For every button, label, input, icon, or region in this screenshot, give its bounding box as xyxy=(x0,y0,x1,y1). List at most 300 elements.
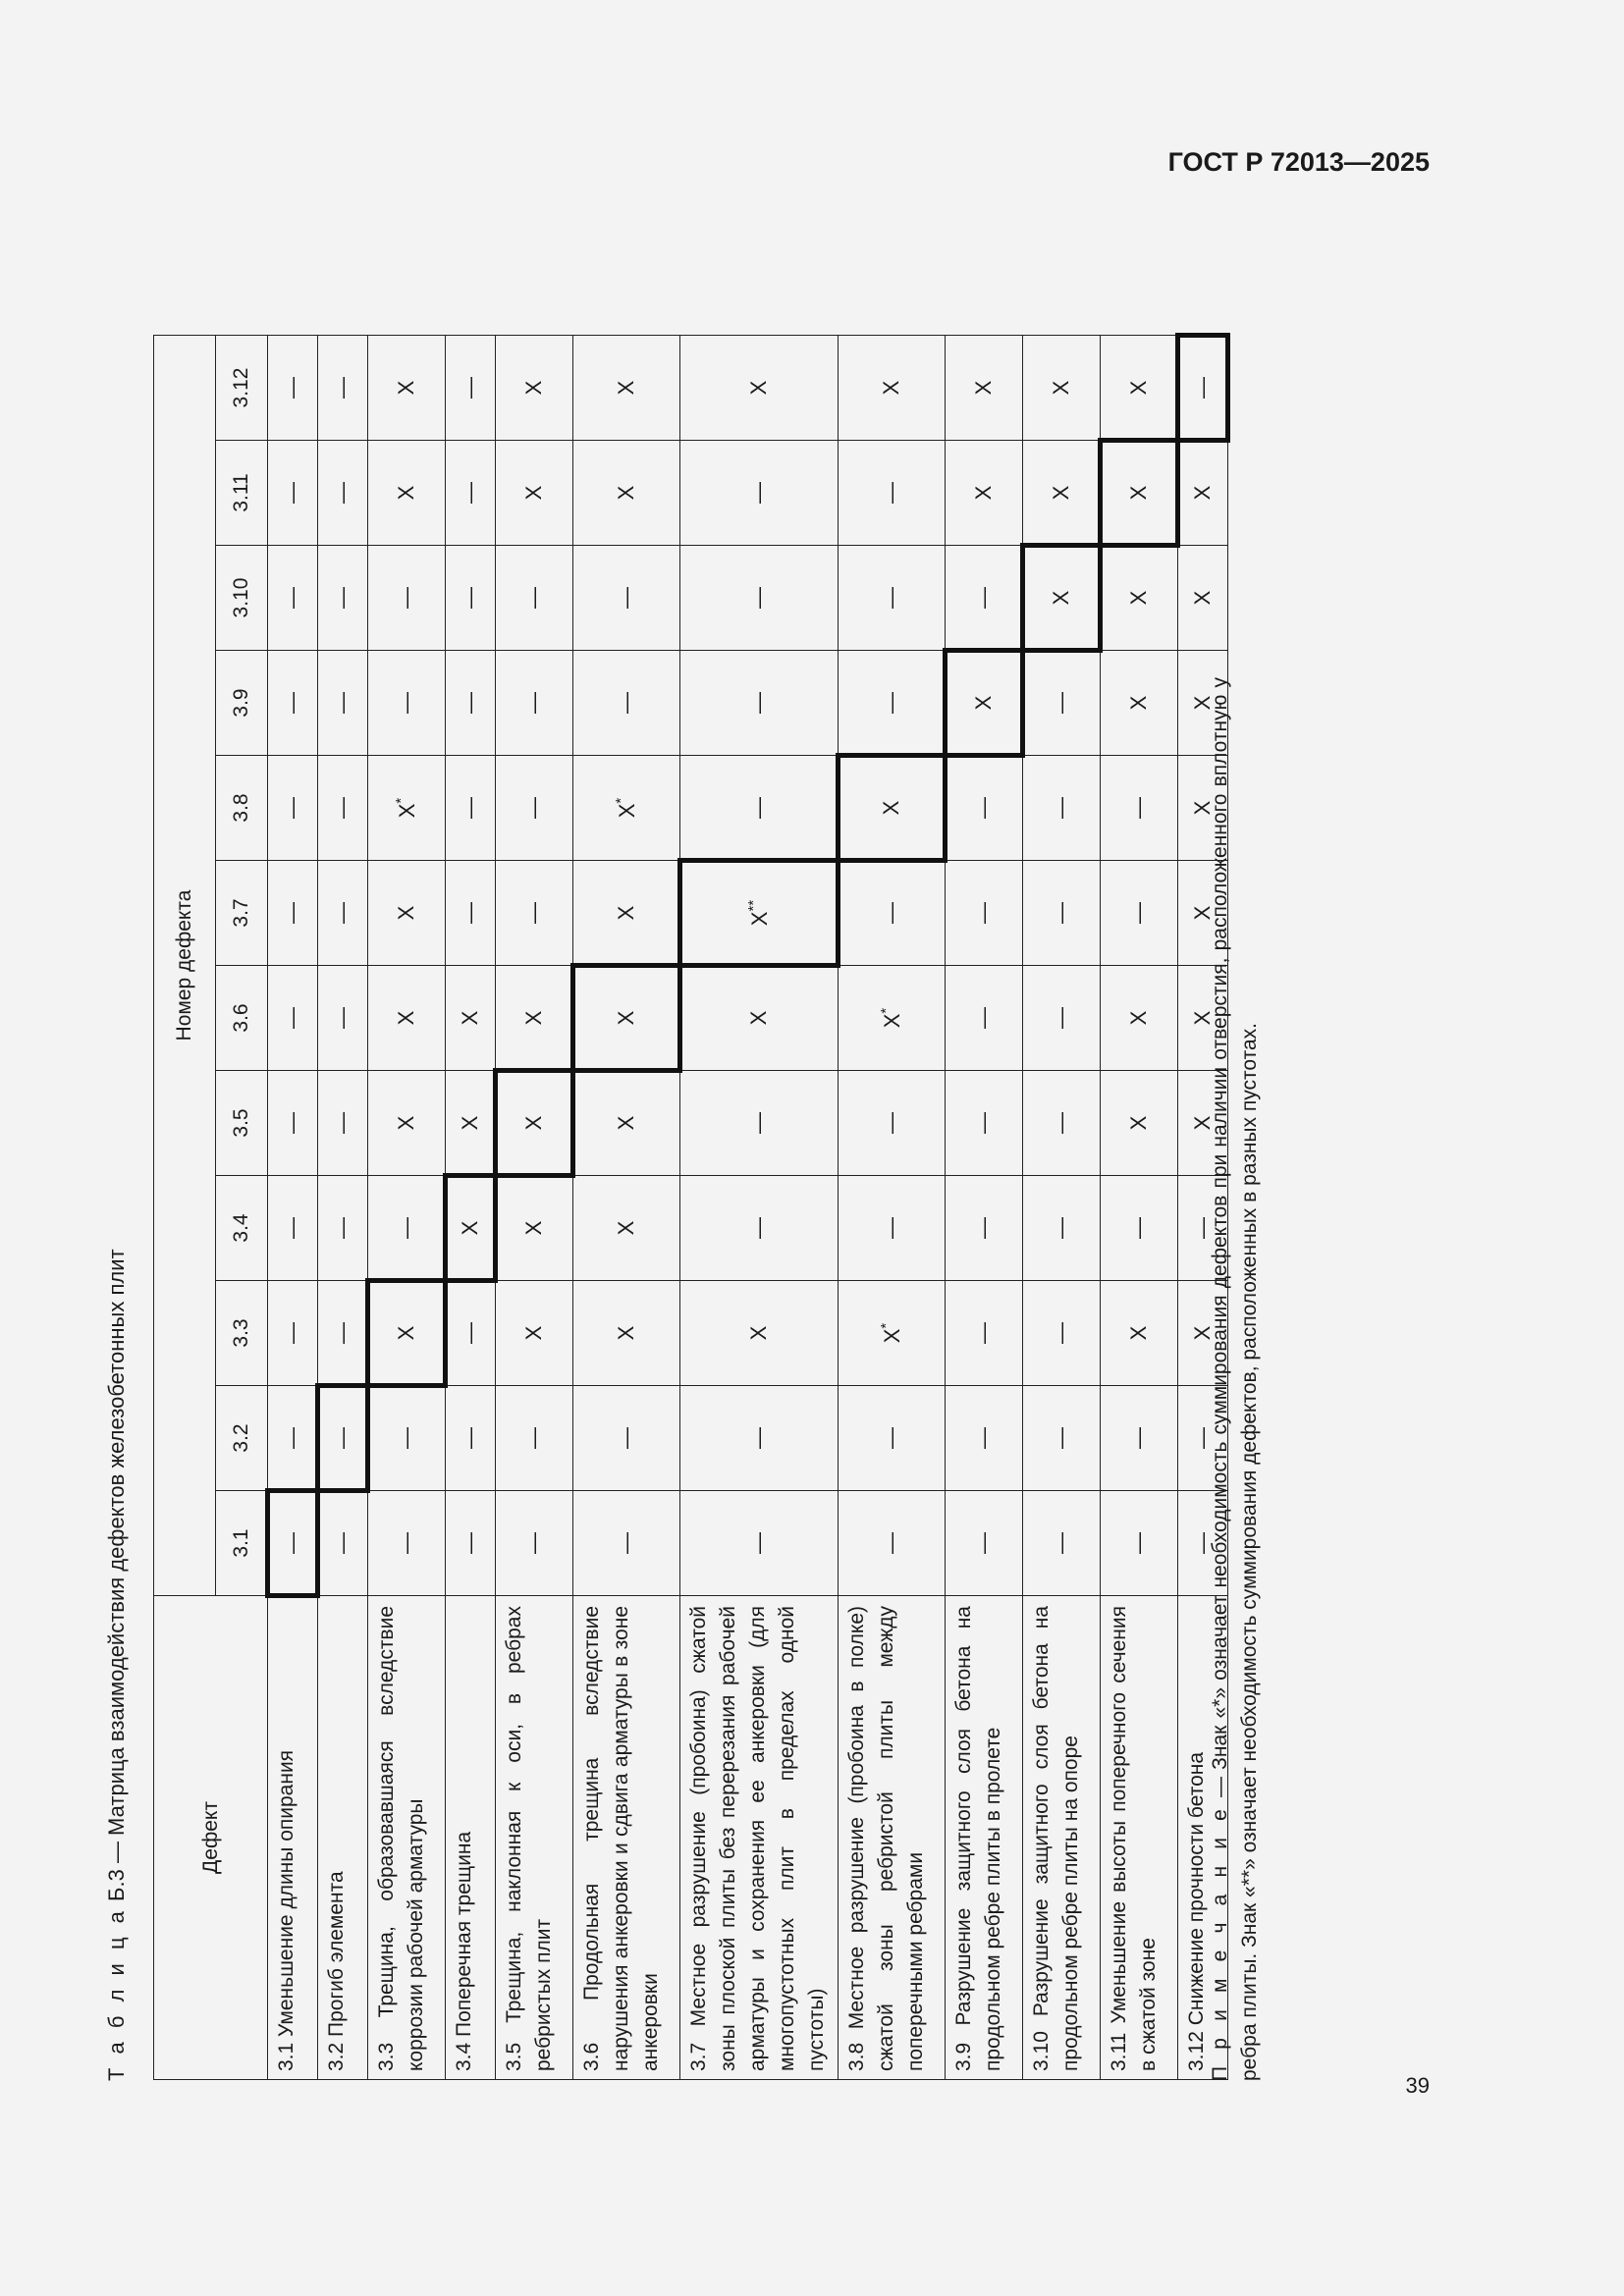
matrix-cell xyxy=(496,336,573,441)
matrix-cell xyxy=(496,651,573,756)
cell-value: Х xyxy=(879,380,903,396)
matrix-cell xyxy=(839,1386,946,1491)
matrix-cell xyxy=(839,1491,946,1596)
matrix-cell xyxy=(446,1281,496,1386)
cell-value: — xyxy=(1049,797,1073,819)
matrix-cell xyxy=(946,1176,1023,1281)
cell-value: Х xyxy=(521,1115,546,1131)
matrix-cell xyxy=(268,336,318,441)
cell-value: Х xyxy=(521,1220,546,1236)
cell-value: Х xyxy=(879,1013,904,1029)
cell-value: — xyxy=(971,1007,996,1029)
cell-value: — xyxy=(330,1112,354,1134)
cell-value: — xyxy=(330,482,354,504)
matrix-cell xyxy=(680,1176,839,1281)
cell-value: Х xyxy=(1126,695,1151,711)
matrix-cell xyxy=(268,1071,318,1176)
matrix-cell xyxy=(839,966,946,1071)
matrix-cell xyxy=(946,1386,1023,1491)
cell-value: Х xyxy=(394,1115,418,1131)
matrix-cell xyxy=(268,1386,318,1491)
matrix-body xyxy=(268,336,1228,2080)
matrix-cell xyxy=(680,1071,839,1176)
cell-value: — xyxy=(458,692,482,714)
cell-value: Х xyxy=(879,1328,904,1344)
cell-value: Х xyxy=(1190,1325,1215,1341)
table-row xyxy=(839,336,946,2080)
cell-value: — xyxy=(614,1532,638,1554)
matrix-cell xyxy=(268,966,318,1071)
matrix-cell xyxy=(1023,756,1101,861)
cell-value: — xyxy=(521,1532,546,1554)
matrix-cell xyxy=(1023,336,1101,441)
matrix-cell xyxy=(446,441,496,546)
cell-value: Х xyxy=(614,1115,638,1131)
cell-value: Х xyxy=(458,1010,482,1026)
matrix-cell xyxy=(268,1176,318,1281)
cell-value: — xyxy=(330,587,354,609)
cell-value: Х xyxy=(614,485,638,501)
cell-value: — xyxy=(1049,1007,1073,1029)
cell-value: — xyxy=(394,1427,418,1449)
table-row xyxy=(1101,336,1178,2080)
defect-name: 3.11 Уменьшение высоты поперечного сечения в сжатой зоне xyxy=(1101,1596,1178,2080)
matrix-cell xyxy=(573,441,680,546)
note-label: П р и м е ч а н и е xyxy=(1209,1804,1231,2081)
matrix-cell xyxy=(318,441,368,546)
cell-value: Х xyxy=(1126,1325,1151,1341)
matrix-cell xyxy=(318,756,368,861)
matrix-cell xyxy=(1101,1491,1178,1596)
matrix-cell xyxy=(368,756,446,861)
matrix-cell xyxy=(496,1176,573,1281)
cell-value: — xyxy=(330,692,354,714)
cell-value: — xyxy=(330,377,354,399)
matrix-cell xyxy=(946,1071,1023,1176)
cell-value: — xyxy=(971,797,996,819)
cell-value: — xyxy=(280,1007,304,1029)
cell-value: — xyxy=(521,1427,546,1449)
matrix-cell xyxy=(946,1281,1023,1386)
cell-value: — xyxy=(330,1007,354,1029)
matrix-cell xyxy=(1023,1281,1101,1386)
cell-value: Х xyxy=(746,1325,771,1341)
column-header: 3.12 xyxy=(216,336,268,441)
matrix-cell xyxy=(1023,1071,1101,1176)
matrix-cell xyxy=(446,756,496,861)
cell-value: Х xyxy=(614,803,639,819)
cell-value: Х xyxy=(521,380,546,396)
matrix-cell xyxy=(368,1386,446,1491)
matrix-cell xyxy=(946,861,1023,966)
cell-value: — xyxy=(280,797,304,819)
matrix-cell xyxy=(318,546,368,651)
column-header: 3.11 xyxy=(216,441,268,546)
defect-name: 3.4 Поперечная трещина xyxy=(446,1596,496,2080)
cell-value: — xyxy=(746,692,771,714)
cell-value: — xyxy=(330,1217,354,1239)
matrix-cell xyxy=(446,1071,496,1176)
cell-value: — xyxy=(330,1427,354,1449)
cell-footnote-mark: * xyxy=(393,797,410,804)
cell-value: — xyxy=(1049,1112,1073,1134)
cell-value: Х xyxy=(394,1010,418,1026)
matrix-cell xyxy=(839,441,946,546)
matrix-cell xyxy=(573,546,680,651)
cell-value: — xyxy=(1049,1427,1073,1449)
matrix-cell xyxy=(1101,756,1178,861)
matrix-cell-diagonal xyxy=(1101,441,1178,546)
cell-value: — xyxy=(746,482,771,504)
cell-value: — xyxy=(746,1217,771,1239)
matrix-cell xyxy=(496,861,573,966)
matrix-cell xyxy=(839,1281,946,1386)
cell-value: — xyxy=(394,692,418,714)
cell-value: Х xyxy=(746,911,772,927)
matrix-cell xyxy=(573,1386,680,1491)
page-number: 39 xyxy=(1405,2073,1430,2098)
cell-value: — xyxy=(280,482,304,504)
matrix-cell xyxy=(1101,336,1178,441)
matrix-cell xyxy=(318,966,368,1071)
matrix-cell xyxy=(268,441,318,546)
cell-value: — xyxy=(1049,692,1073,714)
cell-value: — xyxy=(458,797,482,819)
matrix-cell xyxy=(1178,441,1228,546)
cell-value: — xyxy=(746,1427,771,1449)
defect-name: 3.12 Снижение прочности бетона xyxy=(1178,1596,1228,2080)
matrix-cell xyxy=(1101,861,1178,966)
matrix-cell xyxy=(318,1071,368,1176)
column-header: 3.9 xyxy=(216,651,268,756)
matrix-cell xyxy=(496,546,573,651)
matrix-cell xyxy=(496,966,573,1071)
cell-value: Х xyxy=(1190,485,1215,501)
matrix-cell xyxy=(946,441,1023,546)
cell-value: — xyxy=(614,587,638,609)
defect-number-header: Номер дефекта xyxy=(154,336,216,1596)
column-header: 3.5 xyxy=(216,1071,268,1176)
column-header: 3.4 xyxy=(216,1176,268,1281)
matrix-cell xyxy=(573,861,680,966)
cell-value: Х xyxy=(1126,1115,1151,1131)
matrix-cell xyxy=(496,756,573,861)
matrix-cell xyxy=(839,336,946,441)
cell-value: — xyxy=(971,587,996,609)
cell-value: — xyxy=(879,1217,903,1239)
cell-value: — xyxy=(394,1217,418,1239)
cell-value: — xyxy=(879,587,903,609)
defect-name: 3.2 Прогиб элемента xyxy=(318,1596,368,2080)
matrix-cell xyxy=(1178,546,1228,651)
cell-value: Х xyxy=(1126,380,1151,396)
matrix-cell-diagonal xyxy=(680,861,839,966)
cell-value: Х xyxy=(1049,485,1073,501)
cell-value: — xyxy=(971,1427,996,1449)
cell-value: Х xyxy=(971,380,996,396)
matrix-cell xyxy=(368,861,446,966)
matrix-cell xyxy=(446,546,496,651)
defect-name: 3.7 Местное разрушение (пробоина) сжатой зоны плоской плиты без перерезания рабочей арматуры и сохранения ее анкеровки (для многопустотных плит в пределах одной пустоты) xyxy=(680,1596,839,2080)
cell-value: — xyxy=(330,902,354,924)
cell-value: — xyxy=(879,902,903,924)
matrix-cell xyxy=(368,651,446,756)
matrix-cell xyxy=(839,546,946,651)
cell-value: — xyxy=(879,1112,903,1134)
cell-value: — xyxy=(280,1427,304,1449)
defect-name: 3.8 Местное разрушение (пробоина в полке) сжатой зоны ребристой плиты между поперечными ребрами xyxy=(839,1596,946,2080)
matrix-cell xyxy=(318,861,368,966)
matrix-cell xyxy=(446,1386,496,1491)
cell-value: Х xyxy=(971,485,996,501)
matrix-cell xyxy=(318,1176,368,1281)
table-row xyxy=(268,336,318,2080)
table-row xyxy=(368,336,446,2080)
defect-name: 3.6 Продольная трещина вследствие нарушения анкеровки и сдвига арматуры в зоне анкеровки xyxy=(573,1596,680,2080)
matrix-cell xyxy=(1023,1491,1101,1596)
matrix-cell xyxy=(573,1071,680,1176)
matrix-cell xyxy=(573,1281,680,1386)
matrix-cell xyxy=(680,1491,839,1596)
cell-value: Х xyxy=(879,800,903,816)
column-header: 3.3 xyxy=(216,1281,268,1386)
matrix-cell xyxy=(496,1386,573,1491)
matrix-cell xyxy=(368,441,446,546)
cell-value: — xyxy=(521,797,546,819)
note-text: — Знак «*» означает необходимость суммирования дефектов при наличии отверстия, расположенного вплотную у ребра плиты. Знак «**» означает необходимость суммирования дефектов, расположенных в разных пустотах. xyxy=(1209,677,1261,2081)
matrix-cell xyxy=(496,441,573,546)
cell-value: — xyxy=(614,1427,638,1449)
cell-value: Х xyxy=(746,1010,771,1026)
cell-value: — xyxy=(1049,1217,1073,1239)
document-code: ГОСТ Р 72013—2025 xyxy=(1167,147,1430,177)
cell-value: — xyxy=(458,902,482,924)
matrix-cell xyxy=(318,336,368,441)
cell-value: Х xyxy=(1126,485,1151,501)
matrix-cell xyxy=(1023,1386,1101,1491)
cell-value: Х xyxy=(614,1325,638,1341)
matrix-cell xyxy=(368,966,446,1071)
cell-value: — xyxy=(1126,902,1151,924)
cell-value: — xyxy=(280,692,304,714)
table-row xyxy=(946,336,1023,2080)
matrix-cell xyxy=(268,756,318,861)
cell-value: Х xyxy=(458,1115,482,1131)
matrix-cell xyxy=(446,336,496,441)
cell-footnote-mark: * xyxy=(613,797,630,804)
cell-value: — xyxy=(1126,1427,1151,1449)
matrix-cell xyxy=(446,966,496,1071)
cell-value: — xyxy=(879,482,903,504)
cell-value: — xyxy=(394,587,418,609)
cell-value: — xyxy=(280,1112,304,1134)
cell-value: Х xyxy=(971,695,996,711)
defect-name: 3.1 Уменьшение длины опирания xyxy=(268,1596,318,2080)
matrix-cell xyxy=(573,1176,680,1281)
matrix-cell-diagonal xyxy=(318,1386,368,1491)
matrix-cell xyxy=(573,756,680,861)
cell-value: — xyxy=(746,797,771,819)
matrix-cell xyxy=(368,336,446,441)
matrix-cell xyxy=(680,756,839,861)
matrix-cell xyxy=(680,966,839,1071)
matrix-cell xyxy=(368,1176,446,1281)
cell-value: Х xyxy=(1049,590,1073,606)
cell-value: Х xyxy=(394,380,418,396)
cell-value: — xyxy=(280,902,304,924)
matrix-cell xyxy=(446,1491,496,1596)
cell-value: Х xyxy=(1126,1010,1151,1026)
matrix-cell xyxy=(946,966,1023,1071)
matrix-cell xyxy=(318,1281,368,1386)
cell-value: — xyxy=(879,1427,903,1449)
matrix-cell-diagonal xyxy=(573,966,680,1071)
matrix-cell-diagonal xyxy=(1023,546,1101,651)
table-note xyxy=(1206,677,1265,2081)
cell-value: — xyxy=(1190,1427,1215,1449)
matrix-cell xyxy=(368,546,446,651)
matrix-cell xyxy=(573,1491,680,1596)
cell-value: — xyxy=(280,1532,304,1554)
table-row xyxy=(318,336,368,2080)
cell-value: — xyxy=(971,1322,996,1344)
column-header: 3.7 xyxy=(216,861,268,966)
cell-value: Х xyxy=(1126,590,1151,606)
cell-value: — xyxy=(971,1217,996,1239)
cell-value: — xyxy=(521,587,546,609)
matrix-cell xyxy=(573,336,680,441)
column-header: 3.10 xyxy=(216,546,268,651)
cell-value: — xyxy=(1126,797,1151,819)
cell-value: — xyxy=(280,1217,304,1239)
cell-value: Х xyxy=(1190,1115,1215,1131)
defect-matrix-table xyxy=(153,335,1228,2080)
matrix-cell xyxy=(680,1281,839,1386)
matrix-cell xyxy=(680,546,839,651)
cell-value: — xyxy=(458,1427,482,1449)
cell-value: Х xyxy=(521,1325,546,1341)
matrix-cell xyxy=(1023,1176,1101,1281)
cell-value: — xyxy=(458,482,482,504)
cell-value: Х xyxy=(746,380,771,396)
cell-value: Х xyxy=(458,1220,482,1236)
cell-value: Х xyxy=(1190,590,1215,606)
cell-footnote-mark: ** xyxy=(745,899,763,912)
matrix-cell xyxy=(946,1491,1023,1596)
cell-value: Х xyxy=(1190,695,1215,711)
matrix-cell xyxy=(1101,1176,1178,1281)
cell-footnote-mark: * xyxy=(878,1007,895,1014)
cell-value: — xyxy=(458,1322,482,1344)
column-header: 3.6 xyxy=(216,966,268,1071)
table-row xyxy=(1023,336,1101,2080)
matrix-cell-diagonal xyxy=(268,1491,318,1596)
matrix-cell xyxy=(268,651,318,756)
matrix-cell xyxy=(446,861,496,966)
cell-value: Х xyxy=(1190,1010,1215,1026)
cell-value: — xyxy=(971,902,996,924)
cell-value: Х xyxy=(394,485,418,501)
cell-value: — xyxy=(1190,1217,1215,1239)
cell-value: — xyxy=(879,1532,903,1554)
cell-value: — xyxy=(458,1532,482,1554)
matrix-cell xyxy=(680,1386,839,1491)
matrix-cell xyxy=(839,1176,946,1281)
matrix-cell xyxy=(1101,1386,1178,1491)
cell-value: — xyxy=(1190,377,1215,399)
matrix-cell-diagonal xyxy=(839,756,946,861)
caption-text: Б.3 — Матрица взаимодействия дефектов железобетонных плит xyxy=(104,1249,129,1901)
cell-footnote-mark: * xyxy=(878,1322,895,1329)
matrix-cell-diagonal xyxy=(496,1071,573,1176)
cell-value: Х xyxy=(614,1010,638,1026)
cell-value: — xyxy=(879,692,903,714)
cell-value: — xyxy=(1049,1322,1073,1344)
matrix-cell xyxy=(1101,651,1178,756)
matrix-cell xyxy=(318,1491,368,1596)
cell-value: — xyxy=(1049,1532,1073,1554)
table-row xyxy=(573,336,680,2080)
cell-value: Х xyxy=(1190,905,1215,921)
cell-value: — xyxy=(1126,1217,1151,1239)
cell-value: — xyxy=(1049,902,1073,924)
table-row xyxy=(446,336,496,2080)
cell-value: — xyxy=(746,1112,771,1134)
matrix-cell-diagonal xyxy=(946,651,1023,756)
cell-value: — xyxy=(394,1532,418,1554)
cell-value: — xyxy=(1190,1532,1215,1554)
cell-value: Х xyxy=(521,485,546,501)
cell-value: — xyxy=(280,587,304,609)
cell-value: Х xyxy=(394,803,419,819)
table-row xyxy=(680,336,839,2080)
matrix-cell xyxy=(1101,966,1178,1071)
matrix-cell xyxy=(1023,861,1101,966)
cell-value: Х xyxy=(521,1010,546,1026)
matrix-cell xyxy=(446,651,496,756)
cell-value: Х xyxy=(614,380,638,396)
cell-value: — xyxy=(280,1322,304,1344)
cell-value: — xyxy=(280,377,304,399)
matrix-cell xyxy=(1023,966,1101,1071)
matrix-cell xyxy=(839,651,946,756)
defect-name: 3.5 Трещина, наклонная к оси, в ребрах ребристых плит xyxy=(496,1596,573,2080)
cell-value: Х xyxy=(614,1220,638,1236)
matrix-cell xyxy=(946,546,1023,651)
matrix-cell xyxy=(1101,1281,1178,1386)
matrix-cell xyxy=(368,1491,446,1596)
cell-value: Х xyxy=(394,905,418,921)
matrix-cell xyxy=(839,1071,946,1176)
matrix-cell xyxy=(1023,441,1101,546)
cell-value: — xyxy=(521,692,546,714)
matrix-cell-diagonal xyxy=(446,1176,496,1281)
matrix-cell xyxy=(496,1491,573,1596)
matrix-cell xyxy=(318,651,368,756)
matrix-cell xyxy=(1101,546,1178,651)
cell-value: — xyxy=(746,587,771,609)
caption-label: Т а б л и ц а xyxy=(104,1907,129,2081)
matrix-cell xyxy=(268,861,318,966)
matrix-cell-diagonal xyxy=(1178,336,1228,441)
matrix-cell xyxy=(680,441,839,546)
defect-name: 3.10 Разрушение защитного слоя бетона на продольном ребре плиты на опоре xyxy=(1023,1596,1101,2080)
cell-value: — xyxy=(458,377,482,399)
cell-value: — xyxy=(971,1532,996,1554)
cell-value: — xyxy=(458,587,482,609)
table-caption xyxy=(104,1249,130,2081)
cell-value: Х xyxy=(394,1325,418,1341)
